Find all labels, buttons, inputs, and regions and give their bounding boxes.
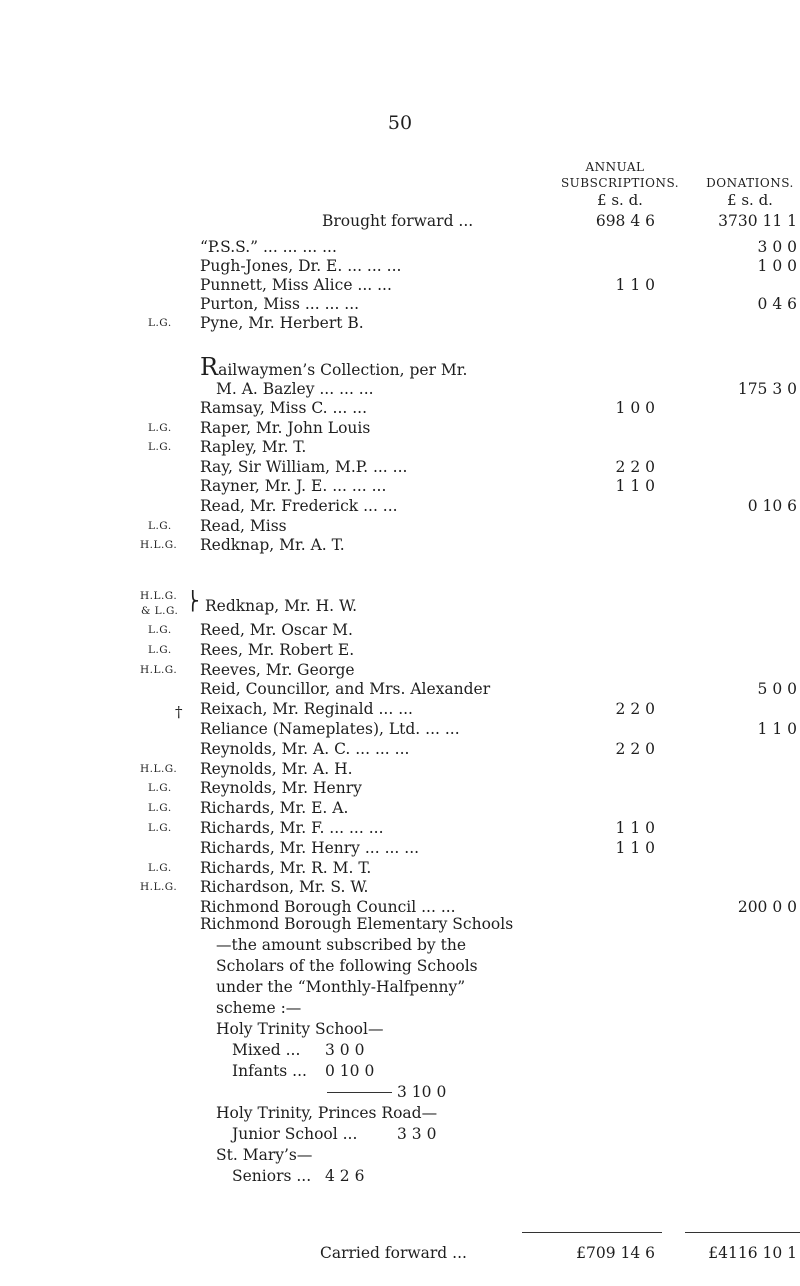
entry-donation: 200 0 0 — [737, 898, 797, 917]
donations-header: DONATIONS. — [706, 176, 794, 190]
entry-subscription: 1 0 0 — [615, 399, 655, 417]
schools-line-1: Richmond Borough Elementary Schools — [200, 915, 514, 933]
list-item — [0, 257, 800, 276]
entry-subscription: 1 1 0 — [615, 276, 655, 294]
list-item — [0, 799, 800, 818]
entry-name: “P.S.S.” ... ... ... ... — [200, 238, 337, 256]
list-item — [0, 314, 800, 333]
entry-name: Reid, Councillor, and Mrs. Alexander — [200, 680, 491, 699]
entry-name: Ramsay, Miss C. ... ... — [200, 399, 368, 417]
entry-name: Pyne, Mr. Herbert B. — [200, 314, 364, 332]
entry-tag: H.L.G. — [140, 762, 178, 775]
list-item — [0, 839, 800, 858]
brought-forward-subscription: 698 4 6 — [595, 212, 655, 230]
entry-tag: L.G. — [148, 802, 172, 815]
list-item — [0, 419, 800, 438]
schools-line-3: Scholars of the following Schools — [216, 957, 478, 975]
list-item — [0, 497, 800, 516]
entry-tag: † — [175, 703, 183, 722]
seniors-value: 4 2 6 — [325, 1167, 365, 1185]
redknap-hw-tag-bottom: & L.G. — [141, 605, 179, 617]
carried-forward-row — [0, 1244, 800, 1263]
railwaymen-name: Railwaymen’s Collection, per Mr. — [200, 353, 468, 381]
redknap-hw-name: Redknap, Mr. H. W. — [205, 597, 358, 615]
st-marys-heading: St. Mary’s— — [216, 1146, 313, 1164]
subscriptions-header-top: ANNUAL — [585, 160, 645, 174]
entry-donation: 5 0 0 — [757, 680, 797, 699]
railwaymen-row-1 — [0, 353, 800, 381]
entry-name: Reed, Mr. Oscar M. — [200, 621, 353, 639]
donations-total-rule — [685, 1232, 800, 1233]
list-item — [0, 517, 800, 536]
brought-forward-row — [0, 212, 800, 231]
railwaymen-donation: 175 3 0 — [737, 380, 797, 398]
subscriptions-header: SUBSCRIPTIONS. — [560, 176, 680, 190]
entry-tag: L.G. — [148, 643, 172, 656]
infants-value: 0 10 0 — [325, 1062, 375, 1080]
entry-donation: 0 10 6 — [747, 497, 797, 515]
list-item — [0, 295, 800, 314]
entry-name: Reliance (Nameplates), Ltd. ... ... — [200, 720, 460, 738]
entry-tag: H.L.G. — [140, 881, 178, 894]
list-item — [0, 399, 800, 418]
infants-label: Infants ... — [232, 1062, 307, 1080]
entry-name: Purton, Miss ... ... ... — [200, 295, 360, 313]
entry-name: Punnett, Miss Alice ... ... — [200, 276, 392, 294]
list-item — [0, 661, 800, 680]
entry-name: Richards, Mr. Henry ... ... ... — [200, 838, 420, 857]
subtotal-rule — [327, 1092, 392, 1093]
entry-name: Richards, Mr. R. M. T. — [200, 858, 372, 877]
redknap-hw-row — [0, 590, 800, 617]
mixed-label: Mixed ... — [232, 1041, 301, 1059]
list-item — [0, 438, 800, 457]
entry-name: Richardson, Mr. S. W. — [200, 878, 369, 897]
entry-tag: H.L.G. — [140, 539, 178, 552]
railwaymen-name-cont: M. A. Bazley ... ... ... — [216, 380, 374, 398]
entry-subscription: 2 2 0 — [615, 457, 655, 476]
holy-trinity-total: 3 10 0 — [397, 1083, 447, 1101]
entry-name: Ray, Sir William, M.P. ... ... — [200, 457, 408, 476]
page-number: 50 — [387, 112, 413, 134]
entry-name: Reynolds, Mr. A. H. — [200, 759, 353, 778]
entry-donation: 3 0 0 — [757, 238, 797, 256]
entry-name: Rayner, Mr. J. E. ... ... ... — [200, 477, 387, 496]
list-item — [0, 779, 800, 798]
entry-tag: L.G. — [148, 519, 172, 532]
entry-tag: L.G. — [148, 822, 172, 834]
list-item — [0, 680, 800, 699]
carried-forward-subscription: £709 14 6 — [576, 1244, 655, 1262]
entry-name: Read, Miss — [200, 516, 287, 535]
list-item — [0, 238, 800, 257]
donations-unit: £ s. d. — [727, 191, 773, 209]
entry-name: Richards, Mr. F. ... ... ... — [200, 819, 384, 837]
entry-tag: L.G. — [148, 624, 172, 636]
entry-donation: 1 1 0 — [757, 720, 797, 738]
entry-tag: H.L.G. — [140, 663, 178, 676]
list-item — [0, 477, 800, 496]
entry-tag: L.G. — [148, 441, 172, 454]
carried-forward-label: Carried forward ... — [320, 1244, 467, 1262]
entry-name: Reeves, Mr. George — [200, 660, 355, 679]
entry-donation: 0 4 6 — [757, 295, 797, 313]
entry-tag: L.G. — [148, 421, 172, 434]
list-item — [0, 878, 800, 897]
subscriptions-unit: £ s. d. — [597, 191, 643, 209]
entry-subscription: 1 1 0 — [615, 838, 655, 857]
entry-tag: L.G. — [148, 861, 172, 874]
brace-icon: ⎬ — [186, 591, 200, 612]
schools-line-4: under the “Monthly-Halfpenny” — [216, 978, 466, 996]
entry-tag: L.G. — [148, 782, 172, 795]
entry-subscription: 2 2 0 — [615, 739, 655, 758]
entry-name: Rapley, Mr. T. — [200, 438, 307, 457]
railwaymen-row-2 — [0, 380, 800, 399]
redknap-hw-tag-top: H.L.G. — [140, 590, 178, 602]
subscriptions-total-rule — [522, 1232, 662, 1233]
entry-tag: L.G. — [148, 317, 172, 329]
holy-trinity-heading: Holy Trinity School— — [216, 1020, 384, 1038]
brought-forward-label: Brought forward ... — [322, 212, 474, 230]
list-item — [0, 621, 800, 640]
entry-name: Read, Mr. Frederick ... ... — [200, 497, 398, 515]
entry-name: Raper, Mr. John Louis — [200, 418, 371, 437]
princes-road-heading: Holy Trinity, Princes Road— — [216, 1104, 438, 1122]
entry-name: Reynolds, Mr. Henry — [200, 779, 362, 798]
mixed-value: 3 0 0 — [325, 1041, 365, 1059]
entry-name: Reynolds, Mr. A. C. ... ... ... — [200, 739, 410, 758]
list-item — [0, 720, 800, 739]
list-item — [0, 458, 800, 477]
entry-subscription: 1 1 0 — [615, 819, 655, 837]
junior-value: 3 3 0 — [397, 1125, 437, 1143]
schools-line-5: scheme :— — [216, 999, 302, 1017]
carried-forward-donation: £4116 10 1 — [708, 1244, 797, 1262]
brought-forward-donation: 3730 11 1 — [718, 212, 797, 230]
junior-label: Junior School ... — [232, 1125, 358, 1143]
entry-name: Redknap, Mr. A. T. — [200, 536, 345, 555]
list-item — [0, 740, 800, 759]
list-item — [0, 536, 800, 555]
list-item — [0, 276, 800, 295]
list-item — [0, 700, 800, 722]
entry-subscription: 1 1 0 — [615, 477, 655, 496]
list-item — [0, 859, 800, 878]
list-item — [0, 819, 800, 838]
list-item — [0, 641, 800, 660]
seniors-label: Seniors ... — [232, 1167, 312, 1185]
entry-subscription: 2 2 0 — [615, 700, 655, 719]
entry-name: Rees, Mr. Robert E. — [200, 640, 355, 659]
entry-name: Richmond Borough Council ... ... — [200, 898, 456, 917]
drop-cap: R — [200, 353, 219, 381]
list-item — [0, 760, 800, 779]
entry-name: Pugh-Jones, Dr. E. ... ... ... — [200, 257, 402, 275]
schools-line-2: —the amount subscribed by the — [216, 936, 466, 954]
entry-name: Richards, Mr. E. A. — [200, 799, 349, 818]
entry-name: Reixach, Mr. Reginald ... ... — [200, 700, 413, 719]
entry-donation: 1 0 0 — [757, 257, 797, 275]
